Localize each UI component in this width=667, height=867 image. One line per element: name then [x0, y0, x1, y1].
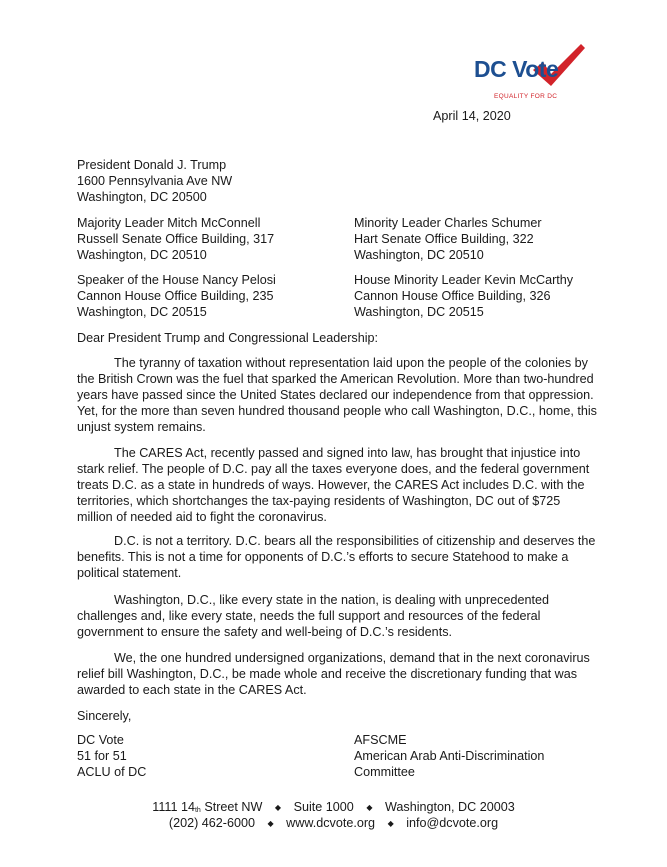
logo-text: DC Vote	[474, 56, 559, 82]
logo-tagline: EQUALITY FOR DC	[494, 93, 558, 100]
street-number: 1111 14	[152, 800, 195, 814]
signatory: ACLU of DC	[77, 765, 147, 779]
address-line: 1600 Pennsylvania Ave NW	[77, 174, 233, 188]
address-minority-leader	[354, 215, 542, 263]
footer-city: Washington, DC 20003	[384, 800, 515, 814]
footer-phone: (202) 462-6000	[168, 816, 255, 830]
body-paragraph	[77, 355, 597, 435]
signatory: Committee	[354, 765, 415, 779]
paragraph-text: The tyranny of taxation without representation laid upon the people of the colonies by the British Crown was the fuel that sparked the American Revolution. More than two-hundred years have passed since the United States declared our independence from that oppression. Yet, for the more than seven hundred thousand people who call Washington, D.C., home, this unjust system remains.	[77, 356, 597, 434]
address-line: Washington, DC 20515	[77, 305, 207, 319]
address-line: Washington, DC 20510	[77, 248, 207, 262]
address-line: Cannon House Office Building, 326	[354, 289, 551, 303]
address-president	[77, 157, 232, 205]
footer-website-link[interactable]: www.dcvote.org	[286, 816, 376, 830]
address-line: Cannon House Office Building, 235	[77, 289, 274, 303]
bullet-icon: ◆	[267, 819, 274, 828]
paragraph-text: Washington, D.C., like every state in the nation, is dealing with unprecedented challenges and, like every state, needs the full support and resources of the federal government to ensure the safety and well-being of D.C.’s residents.	[77, 593, 549, 639]
body-paragraph	[77, 650, 597, 698]
address-line: Washington, DC 20515	[354, 305, 484, 319]
address-line: Russell Senate Office Building, 317	[77, 232, 275, 246]
body-paragraph	[77, 592, 597, 640]
footer-street	[152, 800, 262, 814]
address-line: Washington, DC 20500	[77, 190, 207, 204]
bullet-icon: ◆	[387, 819, 394, 828]
paragraph-text: The CARES Act, recently passed and signed into law, has brought that injustice into stark relief. The people of D.C. pay all the taxes everyone does, and the federal government treats D.C. as a state in hundreds of ways. However, the CARES Act includes D.C. with the territories, which shortchanges the tax-paying residents of Washington, DC out of $725 million of needed aid to fight the coronavirus.	[77, 446, 590, 524]
signatory: 51 for 51	[77, 749, 127, 763]
street-name: Street NW	[200, 800, 263, 814]
address-majority-leader	[77, 215, 274, 263]
footer-contact	[0, 815, 667, 832]
address-line: Washington, DC 20510	[354, 248, 484, 262]
closing: Sincerely,	[77, 709, 132, 723]
address-line: Majority Leader Mitch McConnell	[77, 216, 261, 230]
address-line: House Minority Leader Kevin McCarthy	[354, 273, 574, 287]
address-line: President Donald J. Trump	[77, 158, 227, 172]
letter-date: April 14, 2020	[433, 109, 511, 123]
signatories-left	[77, 732, 146, 780]
footer-suite: Suite 1000	[293, 800, 354, 814]
bullet-icon: ◆	[366, 803, 373, 812]
street-suffix: th	[194, 807, 201, 814]
bullet-icon: ◆	[274, 803, 282, 812]
address-line: Hart Senate Office Building, 322	[354, 232, 534, 246]
signatory: DC Vote	[77, 733, 124, 747]
address-line: Minority Leader Charles Schumer	[354, 216, 542, 230]
paragraph-text: D.C. is not a territory. D.C. bears all the responsibilities of citizenship and deserves the benefits. This is not a time for opponents of D.C.’s efforts to secure Statehood to make a political statement.	[77, 534, 596, 580]
body-paragraph	[77, 533, 597, 581]
address-line: Speaker of the House Nancy Pelosi	[77, 273, 276, 287]
dc-vote-logo	[469, 40, 589, 106]
body-paragraph	[77, 445, 597, 525]
footer-email-link[interactable]: info@dcvote.org	[406, 816, 499, 830]
signatory: AFSCME	[354, 733, 407, 747]
paragraph-text: We, the one hundred undersigned organizations, demand that in the next coronavirus relief bill Washington, D.C., be made whole and receive the discretionary funding that was awarded to each state in the CARES Act.	[77, 651, 590, 697]
address-house-minority-leader	[354, 272, 573, 320]
address-speaker	[77, 272, 276, 320]
salutation: Dear President Trump and Congressional Leadership:	[77, 331, 379, 345]
signatory: American Arab Anti-Discrimination	[354, 749, 545, 763]
signatories-right	[354, 732, 544, 780]
